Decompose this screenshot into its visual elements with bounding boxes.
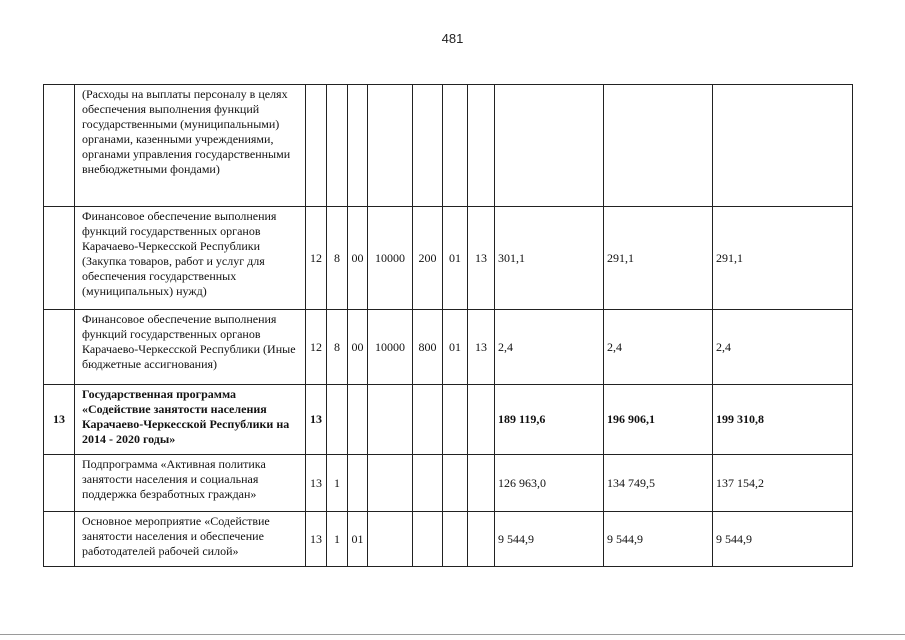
amount-year-3: 9 544,9 bbox=[713, 512, 853, 567]
code-section: 01 bbox=[443, 310, 468, 385]
code-program: 12 bbox=[306, 207, 327, 310]
row-description: Подпрограмма «Активная политика занятости населения и социальная поддержка безработных граждан» bbox=[75, 455, 306, 512]
row-number: 13 bbox=[44, 385, 75, 455]
row-description: Финансовое обеспечение выполнения функций государственных органов Карачаево-Черкесской Республики (Иные бюджетные ассигнования) bbox=[75, 310, 306, 385]
amount-year-3 bbox=[713, 85, 853, 207]
code-direction bbox=[368, 455, 413, 512]
code-subprogram: 8 bbox=[327, 310, 348, 385]
code-subsection bbox=[468, 455, 495, 512]
amount-year-3: 199 310,8 bbox=[713, 385, 853, 455]
row-description: (Расходы на выплаты персоналу в целях обеспечения выполнения функций государственными (муниципальными) органами, казенными учреждениями, органами управления государственными внебюджетными фондами) bbox=[75, 85, 306, 207]
row-number bbox=[44, 455, 75, 512]
code-subsection: 13 bbox=[468, 207, 495, 310]
amount-year-2: 291,1 bbox=[604, 207, 713, 310]
code-program: 13 bbox=[306, 385, 327, 455]
row-description: Финансовое обеспечение выполнения функций государственных органов Карачаево-Черкесской Республики (Закупка товаров, работ и услуг для обеспечения государственных (муниципальных) нужд) bbox=[75, 207, 306, 310]
row-number bbox=[44, 310, 75, 385]
table-row bbox=[44, 207, 853, 310]
amount-year-1: 9 544,9 bbox=[495, 512, 604, 567]
code-subprogram: 1 bbox=[327, 455, 348, 512]
code-activity bbox=[348, 385, 368, 455]
code-program: 13 bbox=[306, 455, 327, 512]
row-description: Государственная программа «Содействие занятости населения Карачаево-Черкесской Республики на 2014 - 2020 годы» bbox=[75, 385, 306, 455]
code-direction: 10000 bbox=[368, 207, 413, 310]
table-row bbox=[44, 310, 853, 385]
amount-year-1 bbox=[495, 85, 604, 207]
row-number bbox=[44, 207, 75, 310]
page-number: 481 bbox=[441, 31, 464, 46]
amount-year-1: 301,1 bbox=[495, 207, 604, 310]
code-direction bbox=[368, 385, 413, 455]
page-bottom-rule bbox=[0, 634, 905, 635]
code-subsection bbox=[468, 512, 495, 567]
code-subprogram: 1 bbox=[327, 512, 348, 567]
amount-year-3: 291,1 bbox=[713, 207, 853, 310]
budget-table bbox=[43, 84, 853, 567]
amount-year-2: 2,4 bbox=[604, 310, 713, 385]
row-description: Основное мероприятие «Содействие занятости населения и обеспечение работодателей рабочей силой» bbox=[75, 512, 306, 567]
row-number bbox=[44, 85, 75, 207]
code-subsection: 13 bbox=[468, 310, 495, 385]
amount-year-1: 126 963,0 bbox=[495, 455, 604, 512]
code-activity: 00 bbox=[348, 207, 368, 310]
table-row bbox=[44, 85, 853, 207]
code-section bbox=[443, 385, 468, 455]
code-subprogram bbox=[327, 85, 348, 207]
code-expense-type: 800 bbox=[413, 310, 443, 385]
code-section bbox=[443, 512, 468, 567]
code-expense-type bbox=[413, 455, 443, 512]
code-expense-type bbox=[413, 512, 443, 567]
amount-year-1: 189 119,6 bbox=[495, 385, 604, 455]
code-expense-type bbox=[413, 385, 443, 455]
amount-year-2: 134 749,5 bbox=[604, 455, 713, 512]
amount-year-3: 137 154,2 bbox=[713, 455, 853, 512]
code-activity: 00 bbox=[348, 310, 368, 385]
amount-year-1: 2,4 bbox=[495, 310, 604, 385]
amount-year-2: 9 544,9 bbox=[604, 512, 713, 567]
code-program bbox=[306, 85, 327, 207]
amount-year-3: 2,4 bbox=[713, 310, 853, 385]
table-row bbox=[44, 455, 853, 512]
code-subprogram bbox=[327, 385, 348, 455]
code-subsection bbox=[468, 385, 495, 455]
code-section bbox=[443, 85, 468, 207]
table-row bbox=[44, 512, 853, 567]
code-direction bbox=[368, 512, 413, 567]
code-activity bbox=[348, 85, 368, 207]
amount-year-2: 196 906,1 bbox=[604, 385, 713, 455]
code-program: 12 bbox=[306, 310, 327, 385]
code-direction: 10000 bbox=[368, 310, 413, 385]
code-section bbox=[443, 455, 468, 512]
code-activity bbox=[348, 455, 368, 512]
code-expense-type: 200 bbox=[413, 207, 443, 310]
code-program: 13 bbox=[306, 512, 327, 567]
code-subsection bbox=[468, 85, 495, 207]
code-direction bbox=[368, 85, 413, 207]
row-number bbox=[44, 512, 75, 567]
code-section: 01 bbox=[443, 207, 468, 310]
code-expense-type bbox=[413, 85, 443, 207]
code-subprogram: 8 bbox=[327, 207, 348, 310]
table-row bbox=[44, 385, 853, 455]
amount-year-2 bbox=[604, 85, 713, 207]
code-activity: 01 bbox=[348, 512, 368, 567]
